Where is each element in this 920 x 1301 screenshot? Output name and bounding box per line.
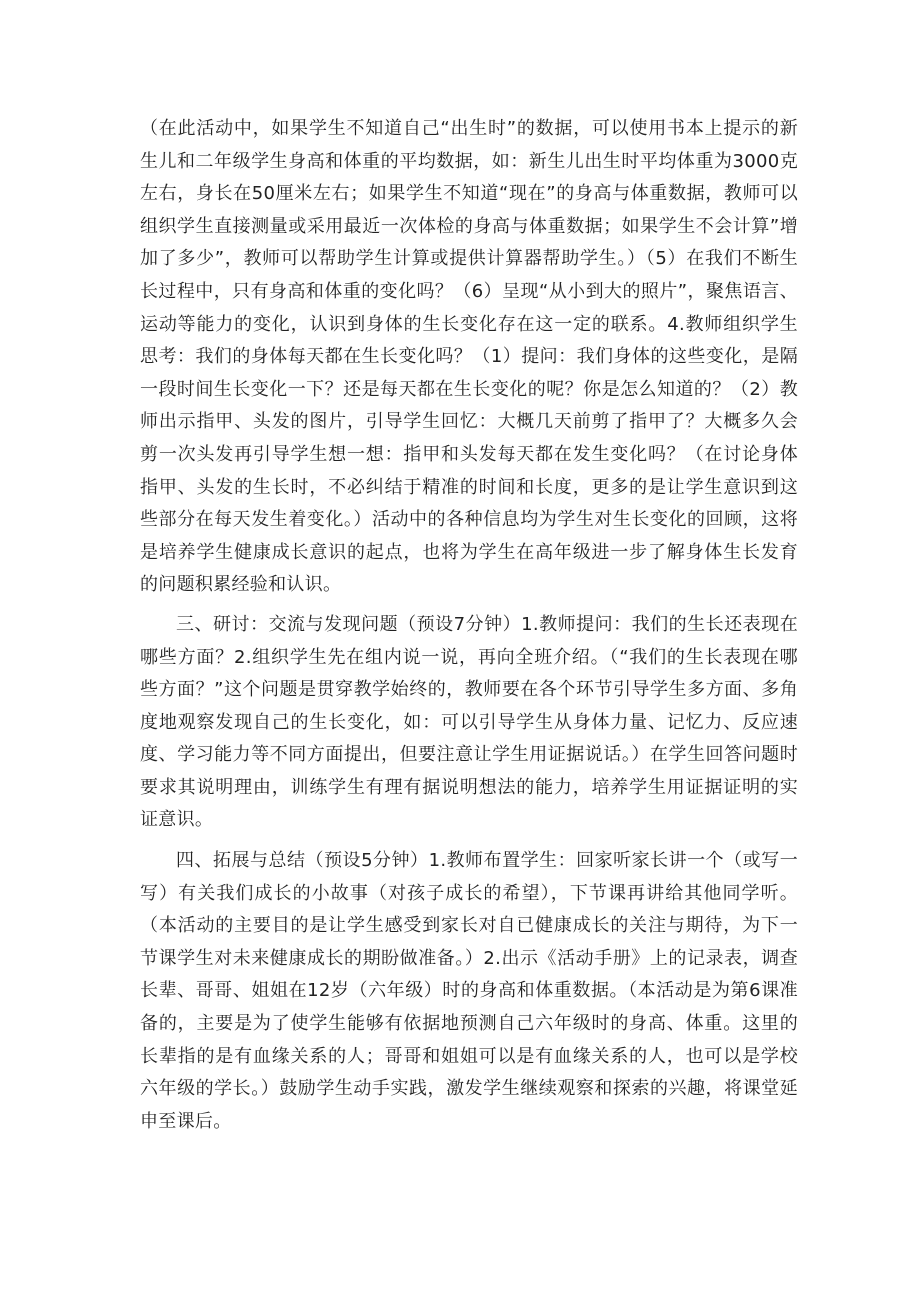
paragraph-extension-summary: 四、拓展与总结（预设5分钟）1.教师布置学生：回家听家长讲一个（或写一写）有关我们成长的小故事（对孩子成长的希望），下节课再讲给其他同学听。（本活动的主要目的是让学生感受到家长对自已健康成长的关注与期待，为下一节课学生对未来健康成长的期盼做准备。）2.出示《活动手册》上的记录表，调查长辈、哥哥、姐姐在12岁（六年级）时的身高和体重数据。（本活动是为第6课准备的，主要是为了使学生能够有依据地预测自己六年级时的身高、体重。这里的长辈指的是有血缘关系的人；哥哥和姐姐可以是有血缘关系的人，也可以是学校六年级的学长。）鼓励学生动手实践，激发学生继续观察和探索的兴趣，将课堂延申至课后。 <box>140 850 798 1132</box>
document-body <box>140 113 798 1138</box>
paragraph-activity-notes: （在此活动中，如果学生不知道自己“出生时”的数据，可以使用书本上提示的新生儿和二年级学生身高和体重的平均数据，如：新生儿出生时平均体重为3000克左右，身长在50厘米左右；如果学生不知道“现在”的身高与体重数据，教师可以组织学生直接测量或采用最近一次体检的身高与体重数据；如果学生不会计算”增加了多少”，教师可以帮助学生计算或提供计算器帮助学生。）（5）在我们不断生长过程中，只有身高和体重的变化吗？（6）呈现“从小到大的照片”，聚焦语言、运动等能力的变化，认识到身体的生长变化存在这一定的联系。4.教师组织学生思考：我们的身体每天都在生长变化吗？（1）提问：我们身体的这些变化，是隔一段时间生长变化一下？还是每天都在生长变化的呢？你是怎么知道的？（2）教师出示指甲、头发的图片，引导学生回忆：大概几天前剪了指甲了？大概多久会剪一次头发再引导学生想一想：指甲和头发每天都在发生变化吗？（在讨论身体指甲、头发的生长时，不必纠结于精准的时间和长度，更多的是让学生意识到这些部分在每天发生着变化。）活动中的各种信息均为学生对生长变化的回顾，这将是培养学生健康成长意识的起点，也将为学生在高年级进一步了解身体生长发育的问题积累经验和认识。 <box>140 118 798 596</box>
paragraph-discussion: 三、研讨：交流与发现问题（预设7分钟）1.教师提问：我们的生长还表现在哪些方面？2.组织学生先在组内说一说，再向全班介绍。（“我们的生长表现在哪些方面？”这个问题是贯穿教学始终的，教师要在各个环节引导学生多方面、多角度地观察发现自己的生长变化，如：可以引导学生从身体力量、记忆力、反应速度、学习能力等不同方面提出，但要注意让学生用证据说话。）在学生回答问题时要求其说明理由，训练学生有理有据说明想法的能力，培养学生用证据证明的实证意识。 <box>140 613 798 831</box>
